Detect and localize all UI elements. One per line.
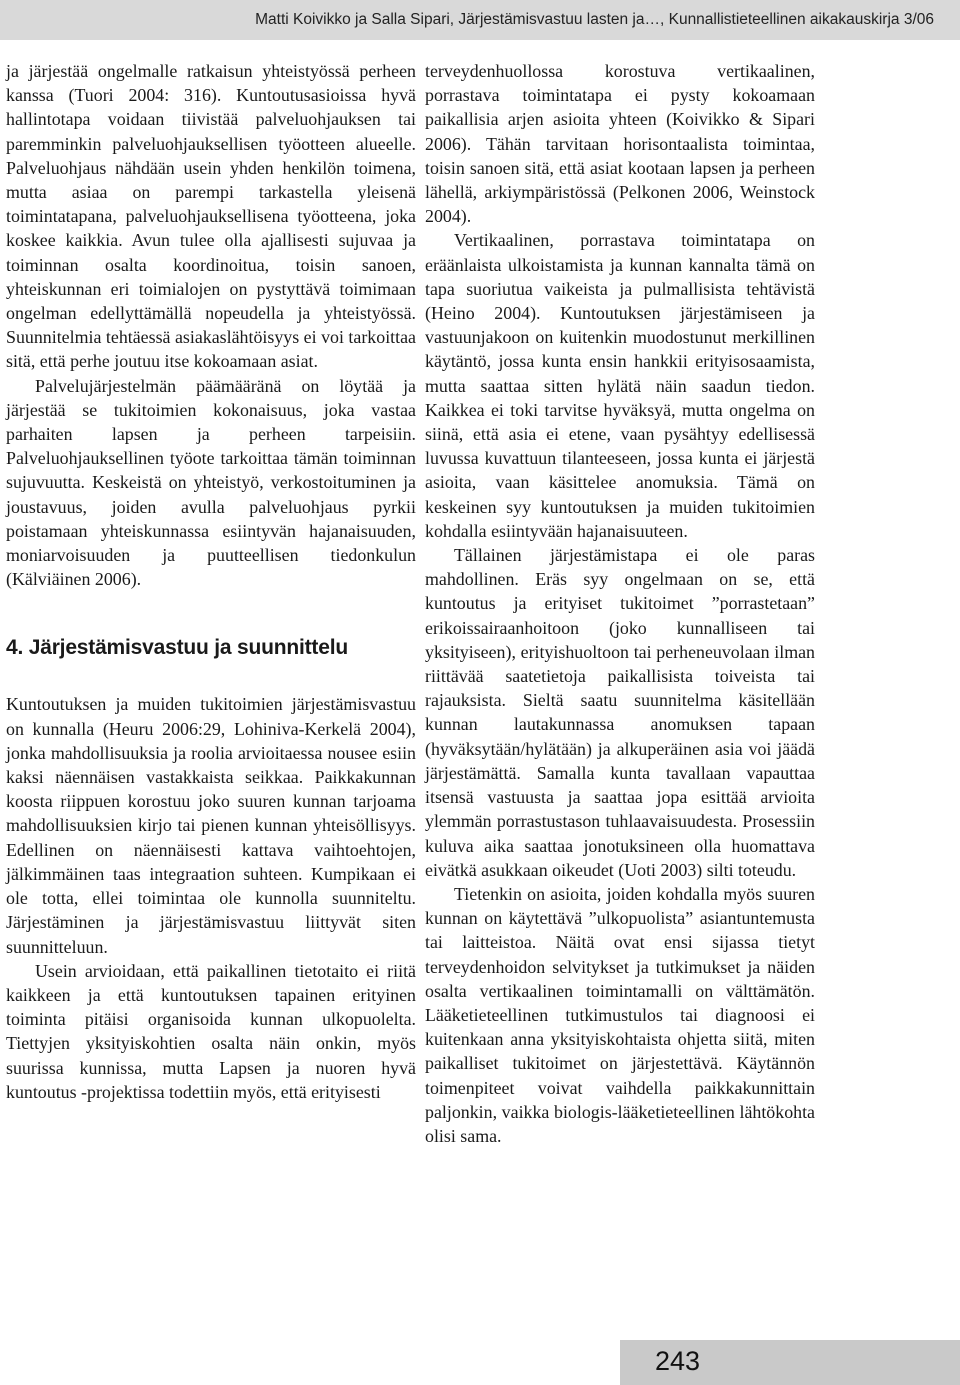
right-column xyxy=(425,59,815,1148)
page-number: 243 xyxy=(655,1346,701,1376)
section-heading: 4. Järjestämisvastuu ja suunnittelu xyxy=(6,636,348,660)
running-head xyxy=(0,0,960,40)
paragraph: Tällainen järjestämistapa ei ole paras mahdollinen. Eräs syy ongelmaan on se, että kuntoutus ja erityiset tukitoimet ”porrastetaan” erikoissairaanhoitoon (joko kunnalliseen tai yksityiseen), erityishuoltoon tai perheneuvolaan ilman riittävää saatetietoja paikallisista toiveista tai rajauksista. Sieltä saatu suunnitelma käsitellään kunnan lautakunnassa anomuksen tapaan (hyväksytään/hylätään) ja alkuperäinen asia voi jäädä järjestämättä. Samalla kunta tavallaan vapauttaa itsensä vastuusta ja saattaa jopa esittää arvioita ylemmän porrastustason tuhlaavaisuudesta. Prosessiin kuluva aika saattaa jonotuksineen olla huomattava eivätkä asukkaan oikeudet (Uoti 2003) silti toteudu. xyxy=(425,545,815,880)
paragraph: Tietenkin on asioita, joiden kohdalla myös suuren kunnan on käytettävä ”ulkopuolista” asiantuntemusta tai laitteistoa. Näitä ovat ensi sijassa tietyt terveydenhoidon selvitykset ja tutkimukset ja näiden osalta vertikaalinen toimintamalli on välttämätön. Lääketieteellinen tutkimustulos tai diagnoosi ei kuitenkaan anna yksityiskohtaista ohjetta siitä, miten paikalliset tukitoimet on järjestettävä. Käytännön toimenpiteet voivat vaihdella paikkakunnittain paljonkin, vaikka biologis-lääketieteellinen lähtökohta olisi sama. xyxy=(425,883,815,1146)
paragraph: terveydenhuollossa korostuva vertikaalinen, porrastava toimintatapa ei pysty kokoamaan paikallisia arjen asioita yhteen (Koivikko & Sipari 2006). Tähän tarvitaan horisontaalista toimintaa, toisin sanoen sitä, että asiat kootaan lapsen ja perheen lähellä, arkiympäristössä (Pelkonen 2006, Weinstock 2004). xyxy=(425,61,815,227)
left-column xyxy=(6,59,416,1104)
paragraph: Kuntoutuksen ja muiden tukitoimien järjestämisvastuu on kunnalla (Heuru 2006:29, Lohiniva-Kerkelä 2004), jonka mahdollisuuksia ja roolia arvioitaessa nousee esiin kaksi näennäisen vastakkaista seikkaa. Paikkakunnan koosta riippuen korostuu joko suuren kunnan tarjoama mahdollisuuksien kirjo tai pienen kunnan yhteisöllisyys. Edellinen on näennäisesti kattava vaihtoehtojen, jälkimmäinen taas integraation suhteen. Kumpikaan ei ole totta, ellei toimintaa ole kunnolla suunniteltu. Järjestäminen ja järjestämisvastuu liittyvät siten suunnitteluun. xyxy=(6,694,416,957)
paragraph: Palvelujärjestelmän päämääränä on löytää ja järjestää se tukitoimien kokonaisuus, joka vastaa parhaiten lapsen ja perheen tarpeisiin. Palveluohjauksellinen työote tarkoittaa tämän toiminnan sujuvuutta. Keskeistä on yhteistyö, verkostoituminen ja joustavuus, joiden avulla palveluohjaus pyrkii poistamaan yhteiskunnassa esiintyvän hajanaisuuden, moniarvoisuuden ja puutteellisen tiedonkulun (Kälviäinen 2006). xyxy=(6,375,416,590)
paragraph: Usein arvioidaan, että paikallinen tietotaito ei riitä kaikkeen ja että kuntoutuksen tapainen erityinen toiminta pitäisi organisoida kunnan ulkopuolelta. Tiettyjen yksityiskohtien osalta näin onkin, myös suurissa kunnissa, mutta Lapsen ja nuoren hyvä kuntoutus -projektissa todettiin myös, että erityisesti xyxy=(6,960,416,1102)
paragraph: ja järjestää ongelmalle ratkaisun yhteistyössä perheen kanssa (Tuori 2004: 316). Kuntoutusasioissa hyvä hallintotapa voidaan tiivistää palveluohjauksen tai paremminkin palveluohjauksellisen työotteen alueelle. Palveluohjaus nähdään usein yhden henkilön toimena, mutta asiaa on parempi tarkastella yleisenä toimintatapana, palveluohjauksellisena työotteena, joka koskee kaikkia. Avun tulee olla ajallisesti sujuvaa ja toiminnan osalta koordinoitua, toisin sanoen, yhteiskunnan eri toimialojen on pystyttävä toimimaan ongelman edellyttämällä nopeudella ja yhteistyössä. Suunnitelmia tehtäessä asiakaslähtöisyys ei voi tarkoittaa sitä, että perhe joutuu itse kokoamaan asiat. xyxy=(6,61,416,372)
running-title: Matti Koivikko ja Salla Sipari, Järjestämisvastuu lasten ja…, Kunnallistieteellinen aikakauskirja 3/06 xyxy=(255,11,934,28)
paragraph: Vertikaalinen, porrastava toimintatapa on eräänlaista ulkoistamista ja kunnan kannalta tämä on tapa suoriutua vaikeista ja pulmallisista tehtävistä (Heino 2004). Kuntoutuksen järjestämiseen ja vastuunjakoon on kuitenkin muodostunut merkillinen käytäntö, jossa kunta ensin hankkii erityisosaamista, mutta saattaa sitten hylätä näin saadun tiedon. Kaikkea ei toki tarvitse hyväksyä, mutta ongelma on siinä, että asia ei etene, vaan pysähtyy edellisessä luvussa kuvattuun tilanteeseen, jossa kunta ei järjestä asioita, vaan käsittelee anomuksia. Tämä on keskeinen syy kuntoutuksen ja muiden tukitoimien kohdalla esiintyvään hajanaisuuteen. xyxy=(425,230,815,541)
